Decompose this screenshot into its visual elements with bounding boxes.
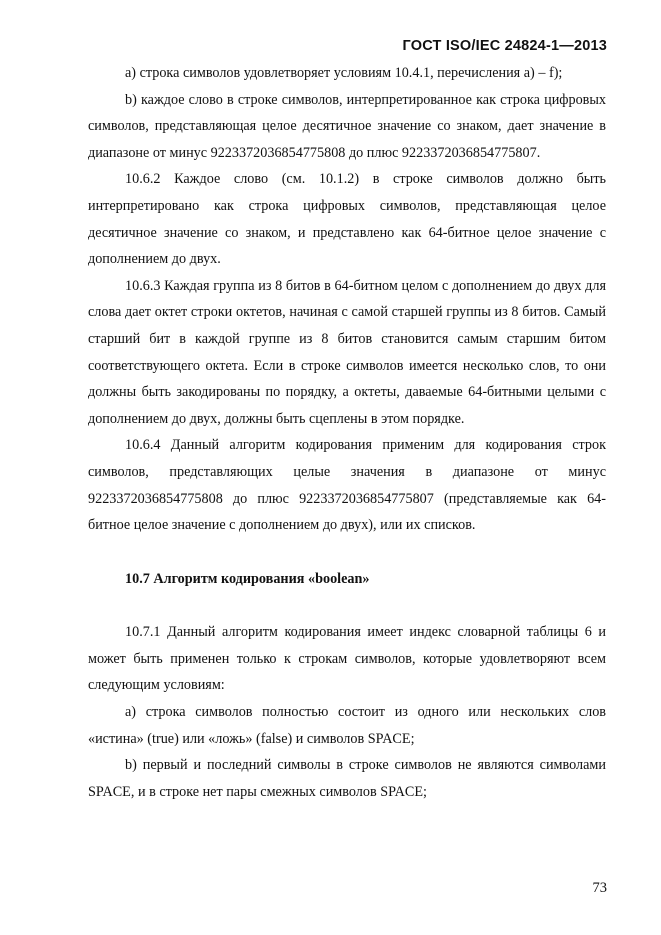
section-heading-10-7: 10.7 Алгоритм кодирования «boolean» (125, 570, 370, 587)
page-number: 73 (592, 880, 607, 896)
paragraph-item-b: b) каждое слово в строке символов, интерпретированное как строка цифровых символов, представляющая целое десятичное значение со знаком, дает значение в диапазоне от минус 9223372036854775808 до плюс 9223372036854775807. (88, 91, 606, 161)
paragraph-condition-b: b) первый и последний символы в строке символов не являются символами SPACE, и в строке нет пары смежных символов SPACE; (88, 757, 606, 800)
paragraph-condition-a: a) строка символов полностью состоит из одного или нескольких слов «истина» (true) или «ложь» (false) и символов SPACE; (88, 704, 606, 747)
paragraph-10-6-3: 10.6.3 Каждая группа из 8 битов в 64-битном целом с дополнением до двух для слова дает октет строки октетов, начиная с самой старшей группы из 8 битов. Самый старший бит в каждой группе из 8 битов становится самым старшим битом соответствующего октета. Если в строке символов имеется несколько слов, то они должны быть закодированы по порядку, а октеты, даваемые 64-битными целыми с дополнением до двух, должны быть сцеплены в этом порядке. (88, 277, 606, 427)
paragraph-10-7-1: 10.7.1 Данный алгоритм кодирования имеет индекс словарной таблицы 6 и может быть применен только к строкам символов, которые удовлетворяют всем следующим условиям: (88, 624, 606, 694)
paragraph-item-a: a) строка символов удовлетворяет условиям 10.4.1, перечисления a) – f); (125, 65, 563, 81)
spacer (88, 592, 606, 619)
standard-header: ГОСТ ISO/IEC 24824-1—2013 (402, 38, 607, 54)
body-text (88, 60, 606, 805)
spacer (88, 539, 606, 566)
paragraph-10-6-4: 10.6.4 Данный алгоритм кодирования применим для кодирования строк символов, представляющих целые значения в диапазоне от минус 9223372036854775808 до плюс 9223372036854775807 (представляемые как 64-битное целое значение с дополнением до двух), или их списков. (88, 437, 606, 534)
paragraph-10-6-2: 10.6.2 Каждое слово (см. 10.1.2) в строке символов должно быть интерпретировано как строка цифровых символов, представляющая целое десятичное значение со знаком, и представлено как 64-битное целое значение с дополнением до двух. (88, 171, 606, 268)
